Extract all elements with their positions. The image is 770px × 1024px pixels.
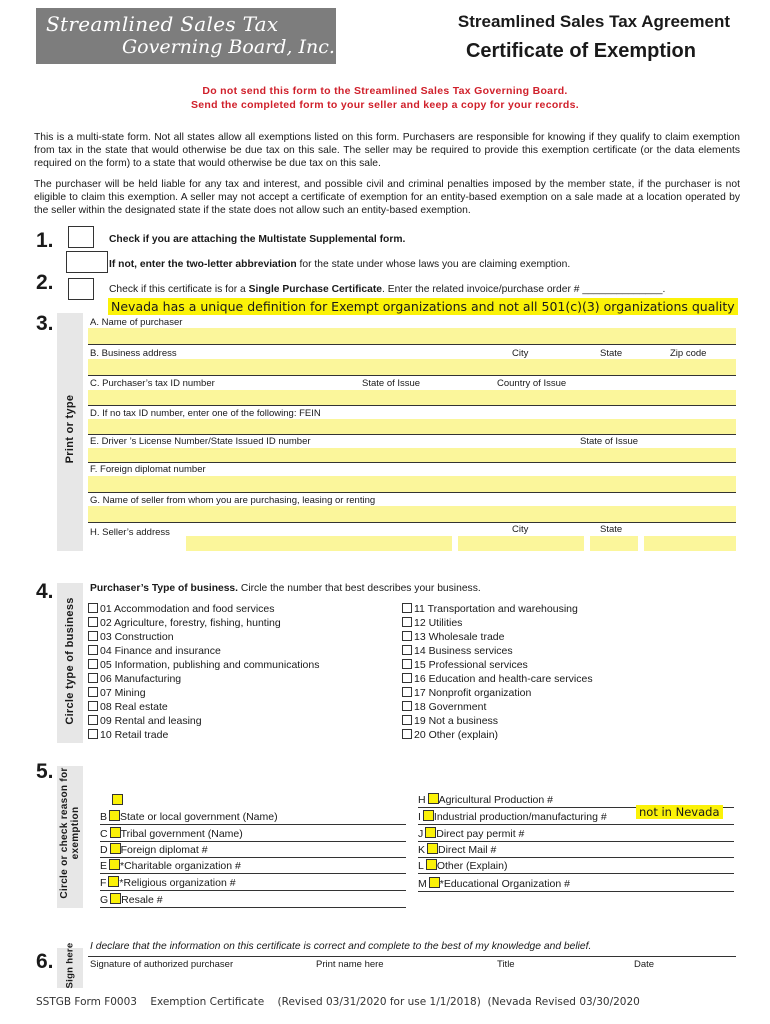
business-type-checkbox[interactable] — [88, 715, 98, 725]
zip-label: Zip code — [670, 348, 707, 359]
exemption-checkbox[interactable] — [428, 793, 439, 804]
exemption-letter: H — [418, 794, 426, 806]
exemption-label: Other (Explain) — [436, 860, 508, 872]
city-label: City — [512, 348, 529, 359]
business-type-label: 06 Manufacturing — [100, 673, 182, 685]
exemption-letter: J — [418, 828, 424, 840]
business-type-sidebar — [57, 583, 83, 743]
business-type-label: 09 Rental and leasing — [100, 715, 202, 727]
logo-line2: Governing Board, Inc. — [122, 36, 335, 58]
exemption-reason-b[interactable] — [100, 810, 278, 823]
exemption-reason-l[interactable] — [418, 859, 507, 872]
business-type-right-6[interactable] — [402, 687, 531, 699]
title-label: Title — [497, 959, 515, 970]
business-type-checkbox[interactable] — [88, 701, 98, 711]
business-type-left-0[interactable] — [88, 603, 275, 615]
business-type-left-8[interactable] — [88, 715, 202, 727]
abbreviation-label-rest: for the state under whose laws you are claiming exemption. — [296, 259, 571, 270]
business-type-right-1[interactable] — [402, 617, 462, 629]
exemption-label: Direct pay permit # — [436, 828, 525, 840]
fein-label: D. If no tax ID number, enter one of the following: FEIN — [90, 408, 321, 419]
exemption-letter: B — [100, 811, 108, 823]
seller-zip-input[interactable] — [644, 536, 736, 551]
exemption-reason-c[interactable] — [100, 827, 243, 840]
business-type-label: 07 Mining — [100, 687, 146, 699]
single-purchase-text-bold: Single Purchase Certificate — [248, 284, 382, 295]
warning-line1: Do not send this form to the Streamlined Sales Tax Governing Board. — [202, 85, 568, 97]
exemption-reason-j[interactable] — [418, 827, 524, 840]
diplomat-number-input[interactable] — [88, 476, 736, 492]
date-label: Date — [634, 959, 655, 970]
exemption-letter: K — [418, 844, 426, 856]
business-type-left-7[interactable] — [88, 701, 168, 713]
business-type-label: 10 Retail trade — [100, 729, 169, 741]
multistate-supplemental-label: Check if you are attaching the Multistate Supplemental form. — [109, 234, 406, 245]
form-title: Streamlined Sales Tax Agreement — [457, 12, 730, 31]
print-name-label: Print name here — [316, 959, 384, 970]
business-type-checkbox[interactable] — [402, 715, 412, 725]
warning-line2: Send the completed form to your seller and keep a copy for your records. — [190, 99, 580, 111]
sign-here-sidebar — [57, 942, 83, 989]
exemption-reason-sidebar — [57, 766, 83, 908]
sign-here-label: Sign here — [64, 942, 76, 989]
business-type-right-5[interactable] — [402, 673, 593, 685]
exemption-reason-h[interactable] — [418, 793, 553, 806]
business-type-heading-bold: Purchaser’s Type of business. — [90, 583, 239, 594]
business-type-label: 03 Construction — [100, 631, 174, 643]
seller-state-input[interactable] — [590, 536, 638, 551]
section-6-number: 6. — [36, 950, 54, 973]
business-type-checkbox[interactable] — [402, 687, 412, 697]
purchaser-name-label: A. Name of purchaser — [90, 317, 183, 328]
section-4-number: 4. — [36, 580, 54, 603]
business-type-checkbox[interactable] — [88, 729, 98, 739]
business-type-label: 05 Information, publishing and communications — [100, 659, 320, 671]
business-type-right-0[interactable] — [402, 603, 578, 615]
business-type-checkbox[interactable] — [402, 701, 412, 711]
print-or-type-sidebar — [57, 313, 83, 551]
business-type-left-3[interactable] — [88, 645, 221, 657]
business-type-right-2[interactable] — [402, 631, 504, 643]
business-type-checkbox[interactable] — [402, 617, 412, 627]
business-type-left-9[interactable] — [88, 729, 168, 741]
business-type-checkbox[interactable] — [402, 673, 412, 683]
business-type-checkbox[interactable] — [88, 631, 98, 641]
business-type-checkbox[interactable] — [88, 645, 98, 655]
business-type-label: 01 Accommodation and food services — [100, 603, 275, 615]
section-1-number: 1. — [36, 229, 54, 252]
exemption-label: *Charitable organization # — [120, 860, 241, 872]
business-type-left-4[interactable] — [88, 659, 319, 671]
exemption-letter: D — [100, 844, 108, 856]
state-of-issue-label: State of Issue — [362, 378, 421, 389]
exemption-checkbox[interactable] — [429, 877, 440, 888]
business-type-checkbox[interactable] — [402, 645, 412, 655]
section-5-number: 5. — [36, 760, 54, 783]
nevada-note: Nevada has a unique definition for Exempt organizations and not all 501(c)(3) organizations quality — [108, 298, 738, 315]
business-type-left-1[interactable] — [88, 617, 281, 629]
declaration-text: I declare that the information on this certificate is correct and complete to the best of my knowledge and belief. — [90, 941, 592, 952]
purchaser-name-input[interactable] — [88, 328, 736, 344]
business-type-label: 11 Transportation and warehousing — [414, 603, 578, 615]
exemption-letter: F — [100, 877, 107, 889]
business-type-label: 19 Not a business — [414, 715, 499, 727]
seller-state-label: State — [600, 524, 623, 535]
tax-id-label: C. Purchaser’s tax ID number — [90, 378, 215, 389]
business-type-checkbox[interactable] — [88, 687, 98, 697]
single-purchase-checkbox[interactable] — [68, 278, 94, 300]
abbreviation-label-bold: If not, enter the two-letter abbreviation — [109, 259, 297, 270]
seller-name-label: G. Name of seller from whom you are purchasing, leasing or renting — [90, 495, 376, 506]
exemption-label: Agricultural Production # — [438, 794, 553, 806]
intro-paragraph-1: This is a multi-state form. Not all states allow all exemptions listed on this form. Purchasers are responsible for knowing if they qualify to claim exemption from tax in the state that would otherwise be due tax on this sale. The seller may be required to provide this exemption certificate (or the data elements required on the form) to a state that would otherwise be due tax on this sale. — [34, 132, 740, 169]
exemption-checkbox[interactable] — [109, 810, 120, 821]
business-type-label: 02 Agriculture, forestry, fishing, hunting — [100, 617, 281, 629]
business-type-checkbox[interactable] — [402, 729, 412, 739]
business-type-right-9[interactable] — [402, 729, 498, 741]
dl-state-label: State of Issue — [580, 436, 639, 447]
exemption-letter: C — [100, 828, 108, 840]
business-type-checkbox[interactable] — [402, 659, 412, 669]
exemption-reason-m[interactable] — [418, 877, 570, 890]
exemption-checkbox[interactable] — [109, 859, 120, 870]
tax-id-input[interactable] — [88, 390, 736, 405]
business-type-right-7[interactable] — [402, 701, 486, 713]
exemption-letter: I — [418, 811, 421, 823]
business-address-input[interactable] — [88, 359, 736, 375]
business-type-checkbox[interactable] — [402, 631, 412, 641]
exemption-label: Foreign diplomat # — [120, 844, 208, 856]
business-type-checkbox[interactable] — [88, 617, 98, 627]
country-of-issue-label: Country of Issue — [497, 378, 567, 389]
seller-city-input[interactable] — [458, 536, 584, 551]
business-type-right-4[interactable] — [402, 659, 528, 671]
exemption-checkbox[interactable] — [108, 876, 119, 887]
seller-address-input[interactable] — [186, 536, 452, 551]
exemption-reason-d[interactable] — [100, 843, 208, 856]
signature-label: Signature of authorized purchaser — [90, 959, 234, 970]
state-abbreviation-input[interactable] — [66, 251, 108, 273]
business-type-label: 12 Utilities — [414, 617, 463, 629]
exemption-a-checkbox[interactable] — [112, 794, 123, 805]
business-type-label: 13 Wholesale trade — [414, 631, 505, 643]
exemption-checkbox[interactable] — [423, 810, 434, 821]
exemption-letter: M — [418, 878, 427, 890]
intro-paragraph-2: The purchaser will be held liable for any tax and interest, and possible civil and criminal penalties imposed by the member state, if the purchaser is not eligible to claim this exemption. A seller may not accept a certificate of exemption for an entity-based exemption on a sale made at a location operated by the seller within the designated state if the state does not allow such an entity-based exemption. — [34, 179, 740, 216]
business-address-label: B. Business address — [90, 348, 177, 359]
business-type-label: 08 Real estate — [100, 701, 168, 713]
exemption-label: Tribal government (Name) — [120, 828, 243, 840]
section-3-number: 3. — [36, 312, 54, 335]
exemption-checkbox[interactable] — [110, 827, 121, 838]
exemption-checkbox[interactable] — [426, 859, 437, 870]
print-or-type-label: Print or type — [64, 394, 76, 464]
diplomat-number-label: F. Foreign diplomat number — [90, 464, 206, 475]
business-type-checkbox[interactable] — [402, 603, 412, 613]
fein-input[interactable] — [88, 419, 736, 434]
business-type-left-6[interactable] — [88, 687, 146, 699]
business-type-label: 04 Finance and insurance — [100, 645, 221, 657]
exemption-reason-k[interactable] — [418, 843, 496, 856]
business-type-checkbox[interactable] — [88, 603, 98, 613]
business-type-label: 15 Professional services — [414, 659, 528, 671]
form-subtitle: Certificate of Exemption — [465, 40, 696, 62]
exemption-label: *Educational Organization # — [439, 878, 570, 890]
exemption-checkbox[interactable] — [110, 843, 121, 854]
sstgb-logo — [36, 8, 336, 64]
business-type-label: 14 Business services — [414, 645, 513, 657]
exemption-checkbox[interactable] — [110, 893, 121, 904]
exemption-reason-side-label: Circle or check reason for exemption — [59, 767, 81, 899]
business-type-checkbox[interactable] — [88, 673, 98, 683]
form-footer: SSTGB Form F0003 Exemption Certificate (Revised 03/31/2020 for use 1/1/2018) (Nevada Revised 03/30/2020 — [36, 996, 640, 1008]
business-type-right-8[interactable] — [402, 715, 498, 727]
drivers-license-label: E. Driver ’s License Number/State Issued ID number — [90, 436, 311, 447]
business-type-label: 18 Government — [414, 701, 487, 713]
exemption-reason-i[interactable] — [418, 810, 607, 823]
business-type-checkbox[interactable] — [88, 659, 98, 669]
business-type-heading-rest: Circle the number that best describes your business. — [238, 583, 481, 594]
section-2-number: 2. — [36, 271, 54, 294]
exemption-letter: L — [418, 860, 424, 872]
business-type-side-label: Circle type of business — [64, 597, 76, 725]
exemption-letter: G — [100, 894, 109, 906]
multistate-supplemental-checkbox[interactable] — [68, 226, 94, 248]
exemption-label: Industrial production/manufacturing # — [433, 811, 607, 823]
business-type-label: 16 Education and health-care services — [414, 673, 593, 685]
exemption-reason-g[interactable] — [100, 893, 163, 906]
logo-line1: Streamlined Sales Tax — [46, 12, 279, 36]
exemption-checkbox[interactable] — [425, 827, 436, 838]
exemption-label: State or local government (Name) — [120, 811, 278, 823]
signature-input[interactable] — [88, 941, 736, 956]
business-type-right-3[interactable] — [402, 645, 513, 657]
state-label: State — [600, 348, 623, 359]
single-purchase-text-post: . Enter the related invoice/purchase order # ______________. — [381, 284, 666, 295]
business-type-label: 20 Other (explain) — [414, 729, 499, 741]
single-purchase-text-pre: Check if this certificate is for a — [109, 284, 249, 295]
business-type-left-2[interactable] — [88, 631, 174, 643]
business-type-left-5[interactable] — [88, 673, 181, 685]
exemption-label: *Religious organization # — [119, 877, 236, 889]
seller-address-label: H. Seller’s address — [90, 527, 170, 538]
seller-name-input[interactable] — [88, 506, 736, 522]
exemption-letter: E — [100, 860, 108, 872]
drivers-license-input[interactable] — [88, 448, 736, 462]
seller-city-label: City — [512, 524, 529, 535]
business-type-label: 17 Nonprofit organization — [414, 687, 532, 699]
exemption-label: Resale # — [121, 894, 163, 906]
exemption-label: Direct Mail # — [438, 844, 497, 856]
not-in-nevada-note: not in Nevada — [636, 805, 723, 819]
exemption-reason-f[interactable] — [100, 876, 236, 889]
exemption-reason-e[interactable] — [100, 859, 241, 872]
exemption-checkbox[interactable] — [427, 843, 438, 854]
